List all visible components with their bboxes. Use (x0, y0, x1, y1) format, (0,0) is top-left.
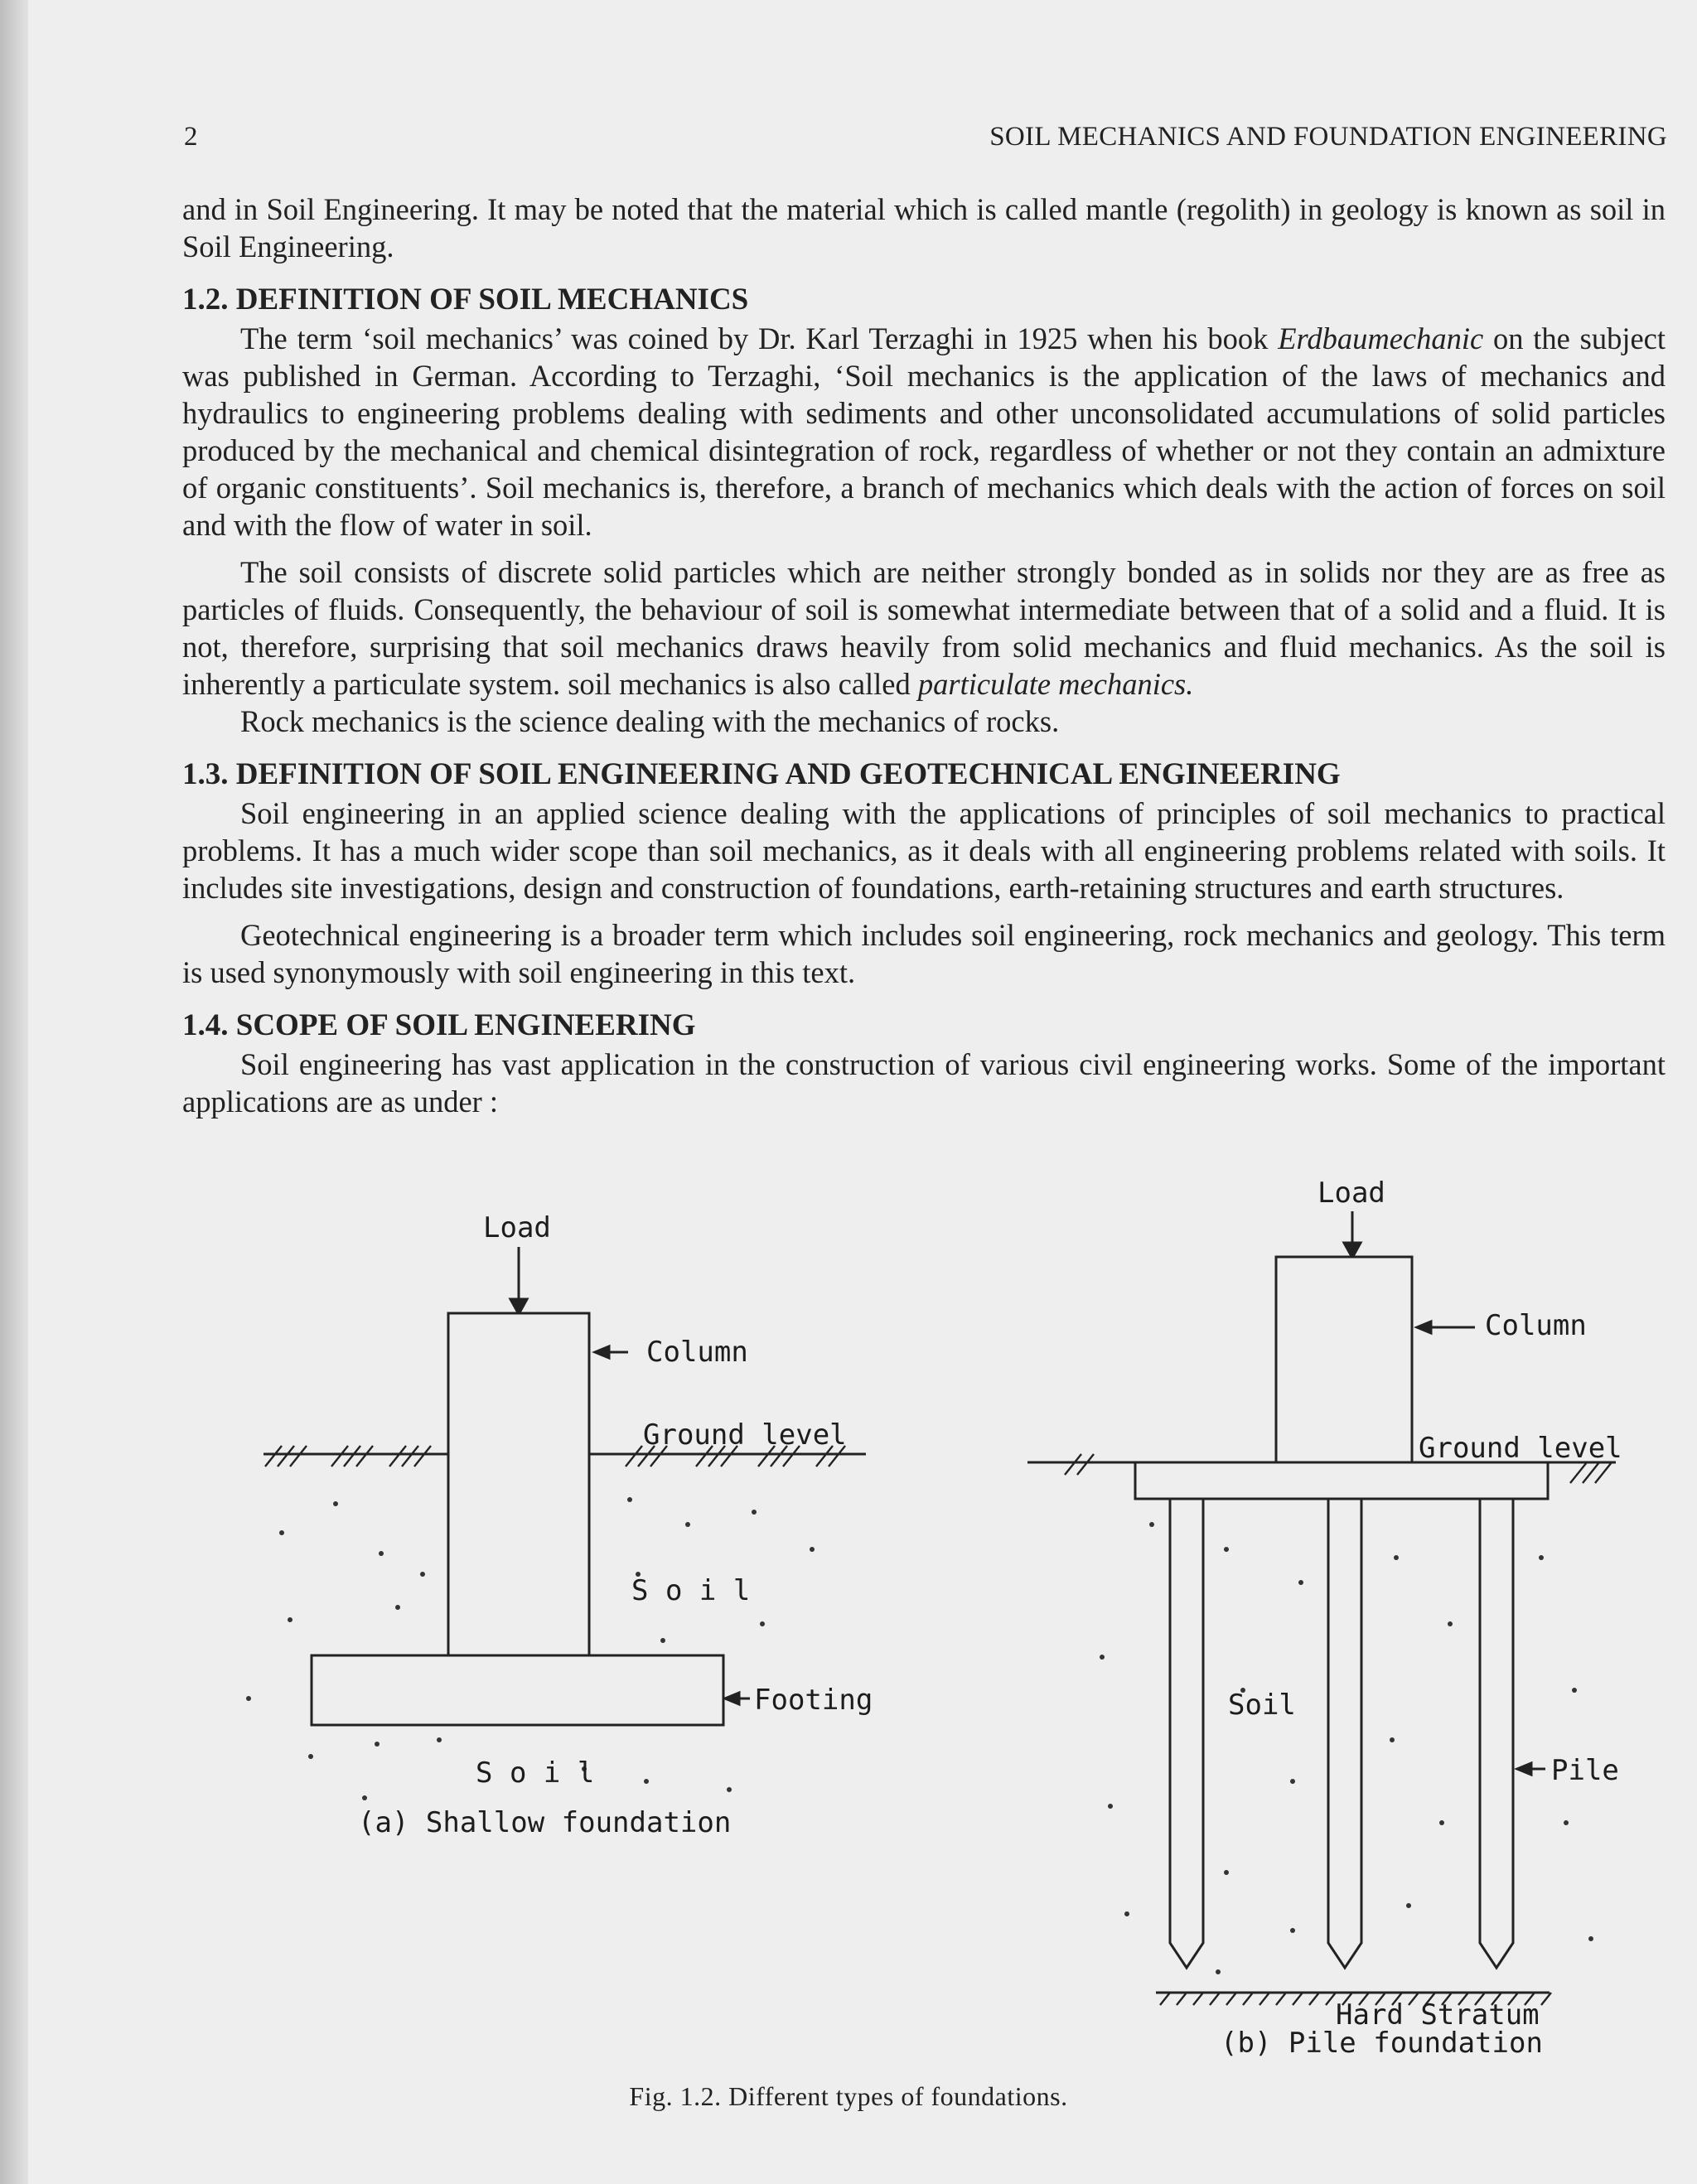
pile-soil-dots (1100, 1522, 1593, 1974)
pile-soil-label: Soil (1228, 1689, 1296, 1722)
hard-stratum-label: Hard Stratum (1336, 1998, 1540, 2032)
page-number: 2 (184, 122, 198, 152)
pile-label: Pile (1551, 1754, 1619, 1787)
shallow-foundation-drawing (246, 1247, 866, 1800)
shallow-soil-upper-label: S o i l (631, 1574, 751, 1607)
shallow-load-label: Load (483, 1211, 551, 1244)
shallow-column-label: Column (646, 1336, 748, 1369)
shallow-caption: (a) Shallow foundation (358, 1806, 732, 1839)
paragraph-geotechnical: Geotechnical engineering is a broader term which includes soil engineering, rock mechanics and geology. This term is used synonymously with soil engineering in this text. (182, 918, 1666, 989)
pile-load-label: Load (1317, 1177, 1385, 1210)
pile-ground-level-label: Ground level (1419, 1432, 1622, 1465)
shallow-footing (312, 1655, 723, 1725)
pile-column-label: Column (1485, 1309, 1587, 1342)
intro-paragraph: and in Soil Engineering. It may be noted that the material which is called mantle (regolith) in geology is known as soil in Soil Engineering. (182, 192, 1666, 263)
heading-definition-soil-engineering: 1.3. DEFINITION OF SOIL ENGINEERING AND GEOTECHNICAL ENGINEERING (182, 757, 1341, 791)
paragraph-particulate-text: The soil consists of discrete solid particles which are neither strongly bonded as in solids nor they are as free as particles of fluids. Consequently, the behaviour of soil is somewhat intermediate between that of a solid and a fluid. It is not, therefore, surprising that soil mechanics draws heavily from solid mechanics and fluid mechanics. As the soil is inherently a particulate system. soil mechanics is also called (182, 555, 1666, 701)
shallow-soil-lower-label: S o i l (476, 1756, 595, 1790)
piles (1170, 1499, 1513, 1968)
pile-caption: (b) Pile foundation (1221, 2027, 1543, 2060)
figure-caption: Fig. 1.2. Different types of foundations. (629, 2081, 1068, 2111)
shallow-load-arrowhead (510, 1299, 527, 1314)
pile-column (1276, 1257, 1412, 1462)
shallow-ground-level-label: Ground level (643, 1418, 847, 1452)
shallow-column (448, 1313, 589, 1655)
paragraph-terzaghi-text-b: on the subject was published in German. According to Terzaghi, ‘Soil mechanics is the application of the laws of mechanics and hydraulics to engineering problems dealing with sediments and other unconsolidated accumulations of solid particles produced by the mechanical and chemical disintegration of rock, regardless of whether or not they contain an admixture of organic constituents’. Soil mechanics is, therefore, a branch of mechanics which deals with the action of forces on soil and with the flow of water in soil. (182, 321, 1666, 542)
book-name: Erdbaumechanic (1278, 321, 1484, 355)
paragraph-rock-mechanics: Rock mechanics is the science dealing with the mechanics of rocks. (240, 704, 1060, 738)
pile-cap (1135, 1462, 1548, 1499)
heading-scope: 1.4. SCOPE OF SOIL ENGINEERING (182, 1008, 696, 1042)
heading-definition-soil-mechanics: 1.2. DEFINITION OF SOIL MECHANICS (182, 283, 749, 316)
shallow-footing-label: Footing (754, 1684, 873, 1717)
particulate-mechanics-term: particulate mechanics. (917, 667, 1194, 701)
book-title: SOIL MECHANICS AND FOUNDATION ENGINEERING (989, 122, 1667, 152)
paragraph-terzaghi-text-a: The term ‘soil mechanics’ was coined by Dr. Karl Terzaghi in 1925 when his book (240, 321, 1279, 355)
paragraph-scope: Soil engineering has vast application in the construction of various civil engineering works. Some of the important applications are as under : (182, 1047, 1666, 1119)
paragraph-soil-engineering: Soil engineering in an applied science dealing with the applications of principles of soil mechanics to practical problems. It has a much wider scope than soil mechanics, as it deals with all engineering problems related with soils. It includes site investigations, design and construction of foundations, earth-retaining structures and earth structures. (182, 796, 1666, 905)
